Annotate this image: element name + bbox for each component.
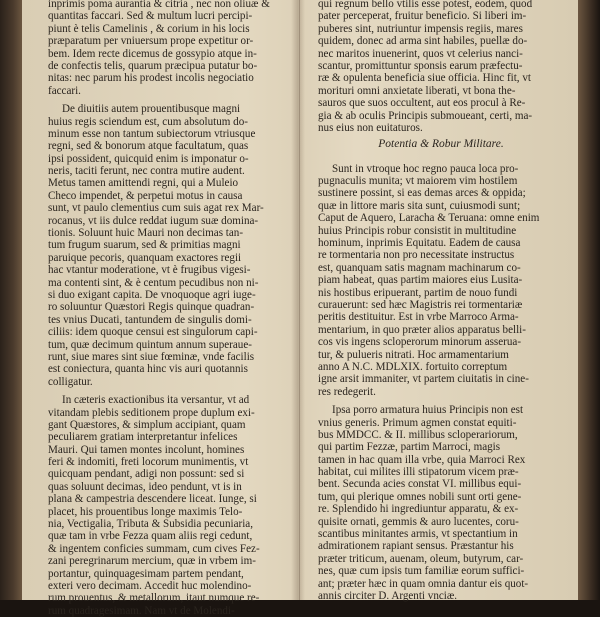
text-line: igne arsit immaniter, vt partem ciuitatis in cine- (318, 373, 529, 386)
text-line: sauros que suos occultent, aut eos procul à Re- (318, 97, 526, 110)
text-line: si duo exigant capita. De vnoquoque agri iuge- (48, 288, 256, 301)
text-line: peculiarem gratiam interpretantur infelices (48, 431, 238, 444)
text-line: paruique pecoris, quanquam exactores regii (48, 251, 242, 264)
text-line: nia, Vectigalia, Tributa & Subsidia pecuniaria, (48, 518, 253, 531)
text-line: colligatur. (48, 375, 93, 388)
text-line: & ingentem conficies summam, cum cives Fez- (48, 542, 260, 555)
text-line: tum frugum suarum, sed & primitias magni (48, 239, 241, 252)
right-column-bottom-text (318, 157, 564, 603)
text-line: puberes sint, nutriuntur impensis regiis, mares (318, 22, 523, 35)
text-line: curauerunt: sed hæc Magistris rei tormentariæ (318, 299, 523, 311)
text-line: hominum, inprimis Equitatu. Eadem de causa (318, 237, 521, 250)
text-line: quisite ornati, gemmis & auro lucentes, coru- (318, 515, 519, 528)
text-line: regni, sed & bonorum atque facultatum, quas (48, 140, 249, 153)
left-page-edge (0, 0, 22, 600)
text-line: sunt, vt paulo clementius cum suis agat rex Mar- (48, 202, 264, 215)
column-gutter (291, 0, 305, 600)
text-line: peritis destituitur. Est in vrbe Marroco Arma- (318, 311, 519, 324)
text-line: piunt è telis Camelinis , & corium in his locis (48, 22, 250, 35)
text-line: est, quanquam satis magnam machinarum co- (318, 261, 521, 274)
section-heading: Potentia & Robur Militare. (378, 138, 504, 151)
text-line: annis circiter D. Argenti vnciæ. (318, 589, 458, 602)
text-line: bent. Secunda acies constat VI. millibus equi- (318, 478, 522, 491)
text-line: Sunt in vtroque hoc regno pauca loca pro- (332, 162, 519, 175)
text-line: nec maritos inuenerint, quos vt celerius nanci- (318, 47, 523, 60)
text-line: quæ tam in vrbe Fezza quam aliis regi cedunt, (48, 530, 253, 543)
text-line: plana & campestria descendere liceat. Iunge, si (48, 493, 257, 506)
text-line: quæ in littore maris sita sunt, cuiusmodi sunt; (318, 199, 521, 212)
text-line: ræ & opulenta beneficia siue officia. Hinc fit, vt (318, 72, 531, 85)
text-line: Metus tamen amittendi regni, qui a Muleio (48, 177, 239, 190)
text-line: quas soluunt decimas, ideo pendunt, vt is in (48, 480, 242, 493)
text-line: est coniectura, quanta hinc vis auri quotannis (48, 363, 248, 376)
text-line: tes vnius Ducati, tantundem de singulis domi- (48, 313, 252, 326)
text-line: Mauri. Qui tamen montes incolunt, homines (48, 443, 245, 456)
text-line: Caput de Aquero, Laracha & Teruana: omne enim (318, 212, 540, 225)
text-line: re tormentaria non pro necessitate instructus (318, 249, 515, 262)
text-line: quidem, donec ad arma sint habiles, puellæ do- (318, 35, 528, 48)
text-line: nis hostibus eripuerant, partim de nouo fundi (318, 286, 518, 299)
text-line: nes, quæ cum ipsis tum familiæ eorum suffici- (318, 565, 525, 578)
text-line: exteri vero decimam. Accedit huc molendino- (48, 579, 252, 592)
text-line: ciliis: idem quoque censui est singulorum capi- (48, 326, 258, 339)
text-line: præter triticum, auenam, oleum, butyrum, car- (318, 552, 524, 565)
text-line: res redegerit. (318, 385, 376, 398)
text-line: tum, qui plerique omnes nobili sunt orti gene- (318, 490, 522, 503)
text-line: tionis. Soluunt huic Mauri non decimas tan- (48, 227, 244, 240)
text-line: nus eius non euitaturos. (318, 121, 423, 134)
text-line: pater perceperat, fruitur beneficio. Si liberi im- (318, 10, 527, 23)
text-line: habitat, cui milites illi stipatorum vicem præ- (318, 466, 519, 479)
column-rule (299, 0, 300, 600)
text-line: ma contenti sint, & è centum pecudibus non ni- (48, 276, 259, 289)
text-line: vnius generis. Primum agmen constat equiti- (318, 416, 517, 429)
text-line: minum esse non tantum subiectorum vtriusque (48, 127, 256, 140)
text-line: ipsi possident, quicquid enim is imponatur o- (48, 152, 249, 165)
text-line: faccari. (48, 84, 81, 97)
text-line: neris, taciti ferunt, nec contra mutire audent. (48, 165, 245, 178)
text-line: quantitas faccari. Sed & multum lucri percipi- (48, 10, 253, 23)
text-line: pugnaculis munita; vt maiorem vim hostilem (318, 175, 518, 188)
text-line: de confectis telis, quarum præcipua putatur bo- (48, 59, 258, 72)
text-line: zani peregrinarum mercium, quæ in vrbem im- (48, 555, 256, 568)
text-line: inprimis poma aurantia & citria , nec non oliuæ & (48, 0, 270, 10)
text-line: bem. Idem recte dicemus de gossypio atque in- (48, 47, 257, 60)
text-line: cos vis ingens scloperorum minorum asserua- (318, 336, 522, 349)
text-line: scantur, promittuntur sponsis earum præfectu- (318, 59, 523, 72)
text-line: nitas: nec parum his prodest incolis negociatio (48, 72, 254, 85)
text-line: morituri omni anxietate liberati, vt bona the- (318, 84, 516, 97)
text-line: qui regnum bello vtilis esse potest, eodem, quod (318, 0, 533, 10)
text-line: rocanus, vt iis dulce reddat iugum suæ domina- (48, 214, 259, 227)
text-line: gia & ab oculis Principis submoueant, certi, ma- (318, 109, 533, 122)
text-line: Ipsa porro armatura huius Principis non est (332, 404, 524, 417)
text-line: quicquam pendant, adigi non possunt: sed si (48, 468, 245, 481)
text-line: feri & indomiti, freti locorum munimentis, vt (48, 456, 249, 469)
text-line: mentarium, in quo præter alios apparatus belli- (318, 323, 526, 336)
text-line: anno A N.C. MDLXIX. fortuito correptum (318, 360, 508, 373)
text-line: tum, quæ decimum quintum annum superaue- (48, 338, 252, 351)
text-line: gant Quæstores, & simplum accipiant, quam (48, 418, 246, 431)
text-line: re. Splendido hi ingrediuntur apparatu, & ex- (318, 503, 519, 516)
text-line: placet, his prouentibus longe maximis Telo- (48, 505, 243, 518)
text-line: huius regis sciendum est, cum absolutum do- (48, 115, 248, 128)
text-line: runt, siue mares sint siue fœminæ, vnde facilis (48, 350, 255, 363)
right-page-edge (578, 0, 600, 600)
text-line: piam habeat, quas partim maiores eius Lusita- (318, 274, 523, 287)
text-line: rum quadragesimam. Nam vt de Molendi- (48, 604, 235, 617)
text-line: hac vtantur moderatione, vt è frugibus vigesi- (48, 264, 251, 277)
text-line: huius Principis robur consistit in multitudine (318, 224, 517, 237)
text-line: tur, & pulueris nitrati. Hoc armamentarium (318, 348, 509, 361)
text-line: De diuitiis autem prouentibusque magni (62, 103, 241, 116)
text-line: tamen in hac quam illa vrbe, quia Marroci Rex (318, 453, 526, 466)
text-line: bus MMDCC. & II. millibus scloperariorum, (318, 428, 518, 441)
text-line: præparatum per vniuersum prope expetitur or- (48, 35, 254, 48)
text-line: vitandam plebis seditionem prope duplum exi- (48, 406, 255, 419)
left-text-column (48, 0, 286, 617)
text-line: ro soluuntur Quæstori Regis quinque quadran- (48, 301, 255, 314)
text-line: ant; præter hæc in quam omnia dantur eis quot- (318, 577, 529, 590)
text-line: rum prouentus, & metallorum, itaut numque re- (48, 592, 260, 605)
text-line: Checo impendet, & perpetui motus in causa (48, 189, 243, 202)
text-line: admirationem rapiant sensus. Præstantur his (318, 540, 514, 553)
text-line: sustinere possint, si eas demas arces & oppida; (318, 187, 526, 200)
right-column-top-text (318, 0, 564, 134)
text-line: portantur, quinquagesimam partem pendant, (48, 567, 244, 580)
text-line: scantibus minitantes armis, vt spectantium in (318, 528, 518, 541)
text-line: In cæteris exactionibus ita versantur, vt ad (62, 394, 250, 407)
right-text-column (318, 0, 564, 602)
text-line: qui partim Fezzæ, partim Marroci, magis (318, 441, 501, 454)
